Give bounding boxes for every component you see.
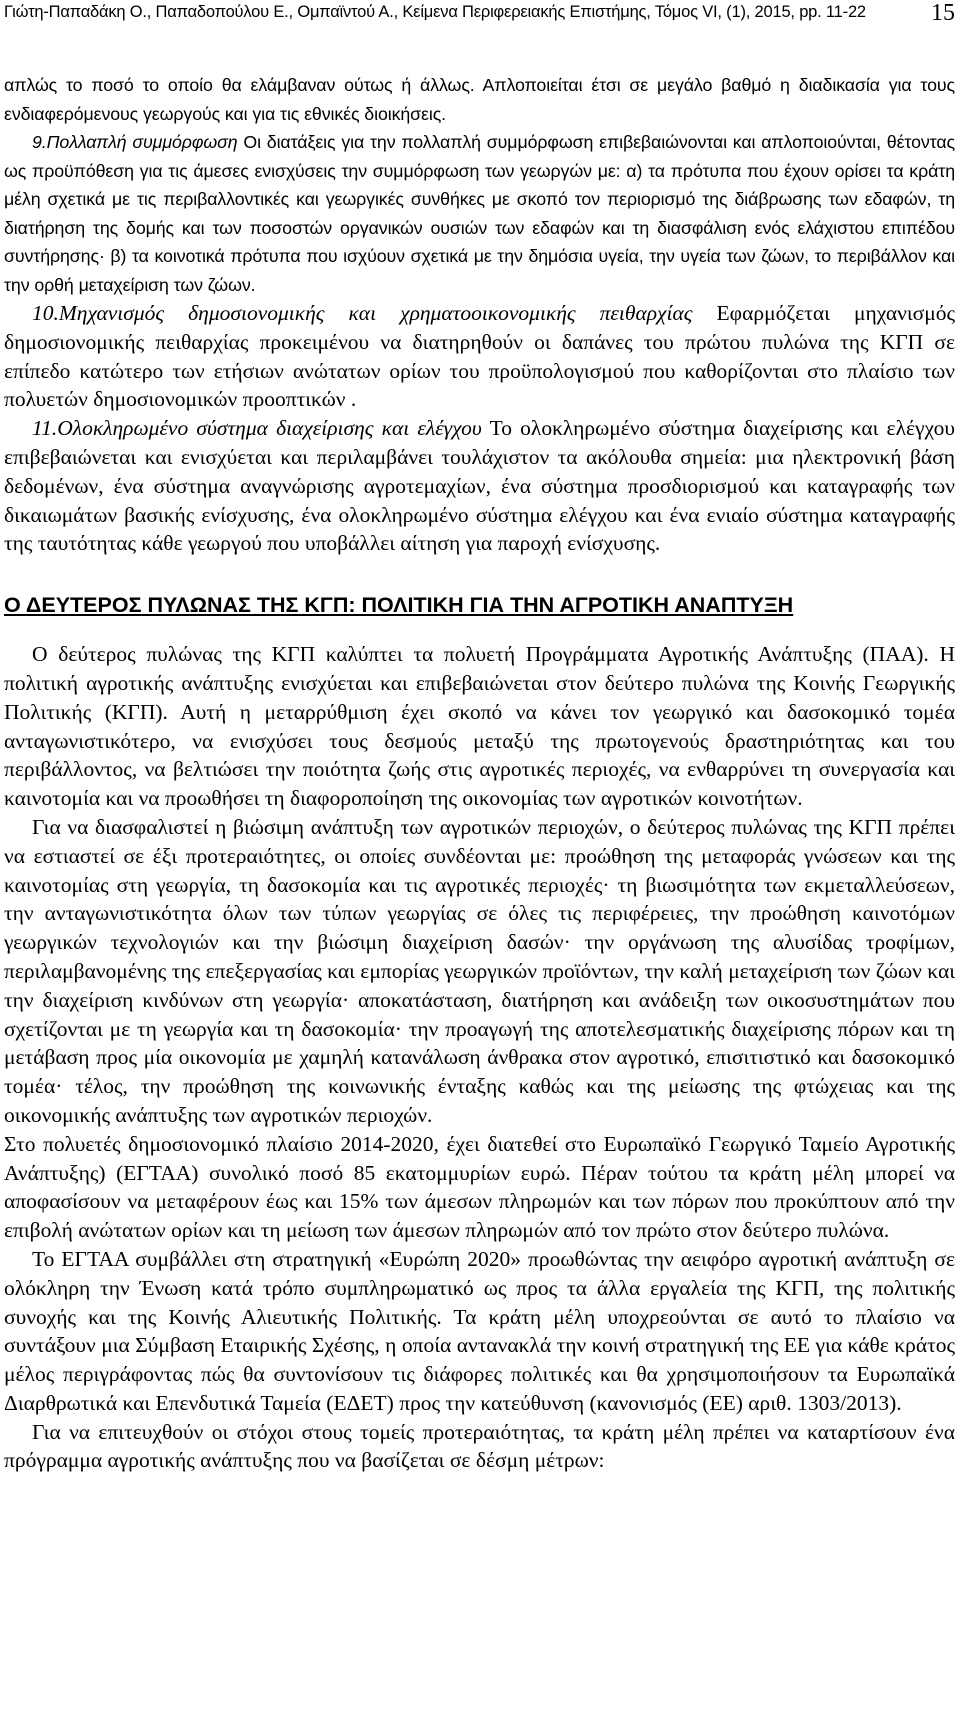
paragraph-eafrd-strategy: Το ΕΓΤΑΑ συμβάλλει στη στρατηγική «Ευρώπη 2020» προωθώντας την αειφόρο αγροτική ανάπτυξη σε ολόκληρη την Ένωση κατά τρόπο συμπληρωματικό ως προς τα άλλα εργαλεία της ΚΓΠ, της πολιτικής συνοχής και της Κοινής Αλιευτικής Πολιτικής. Τα κράτη μέλη υποχρεούνται σε αυτό το πλαίσιο να συντάξουν μια Σύμβαση Εταιρικής Σχέσης, η οποία αντανακλά την κοινή στρατηγική της ΕΕ για κάθε κράτος μέλος περιγράφοντας πώς θα συντονίσουν τις διάφορες πολιτικές και θα χρησιμοποιήσουν τα Ευρωπαϊκά Διαρθρωτικά και Επενδυτικά Ταμεία (ΕΔΕΤ) προς την κατεύθυνση (κανονισμός (ΕΕ) αριθ. 1303/2013). bbox=[4, 1246, 955, 1415]
paragraph-budget: Στο πολυετές δημοσιονομικό πλαίσιο 2014-2020, έχει διατεθεί στο Ευρωπαϊκό Γεωργικό Ταμείο Αγροτικής Ανάπτυξης) (ΕΓΤΑΑ) συνολικό ποσό 85 εκατομμυρίων ευρώ. Πέραν τούτου τα κράτη μέλη μπορεί να αποφασίσουν να μεταφέρουν έως και 15% των άμεσων πληρωμών και των πόρων που προκύπτουν από την επιβολή ανώτατων ορίων και τη μείωση των άμεσων πληρωμών από τον πρώτο στον δεύτερο πυλώνα. bbox=[4, 1131, 955, 1243]
paragraph-text: Εφαρμόζεται μηχανισμός δημοσιονομικής πειθαρχίας προκειμένου να διατηρηθούν οι δαπάνες του πρώτου πυλώνα της ΚΓΠ σε επίπεδο κατώτερο των ετήσιων ανώτατων ορίων του προϋπολογισμού που καθορίζονται στο πλαίσιο των πολυετών δημοσιονομικών προοπτικών . bbox=[4, 301, 955, 412]
paragraph-title: 10.Μηχανισμός δημοσιονομικής και χρηματοοικονομικής πειθαρχίας bbox=[32, 301, 693, 325]
paragraph-title: 9.Πολλαπλή συμμόρφωση bbox=[32, 132, 238, 152]
page-header bbox=[4, 1, 955, 29]
paragraph-financial-discipline bbox=[4, 299, 955, 414]
page-number: 15 bbox=[931, 0, 955, 26]
paragraph-measures: Για να επιτευχθούν οι στόχοι στους τομείς προτεραιότητας, τα κράτη μέλη πρέπει να καταρτίσουν ένα πρόγραμμα αγροτικής ανάπτυξης που να βασίζεται σε δέσμη μέτρων: bbox=[4, 1419, 955, 1473]
page-body bbox=[4, 71, 955, 1475]
paragraph-integrated-system bbox=[4, 414, 955, 558]
paragraph-six-priorities: Για να διασφαλιστεί η βιώσιμη ανάπτυξη των αγροτικών περιοχών, ο δεύτερος πυλώνας της ΚΓΠ πρέπει να εστιαστεί σε έξι προτεραιότητες, οι οποίες συνδέονται με: προώθηση της μεταφοράς γνώσεων και της καινοτομίας στη γεωργία, τη δασοκομία και τις αγροτικές περιοχές· τη βιωσιμότητα των εκμεταλλεύσεων, την ανταγωνιστικότητα όλων των τύπων γεωργίας σε όλες τις περιφέρειες, την προώθηση καινοτόμων γεωργικών τεχνολογιών και την βιώσιμη διαχείριση δασών· την οργάνωση της αλυσίδας τροφίμων, περιλαμβανομένης της επεξεργασίας και εμπορίας γεωργικών προϊόντων, την καλή μεταχείριση των ζώων και την διαχείριση κινδύνων στη γεωργία· αποκατάσταση, διατήρηση και ανάδειξη των οικοσυστημάτων που σχετίζονται με τη γεωργία και τη δασοκομία· την προαγωγή της αποτελεσματικής διαχείρισης πόρων και τη μετάβαση προς μία οικονομία με χαμηλή κατανάλωση άνθρακα στον αγροτικό, επισιτιστικό και δασοκομικό τομέα· τέλος, την προώθηση της κοινωνικής ένταξης καθώς και της μείωσης της φτώχειας και της οικονομικής ανάπτυξης των αγροτικών περιοχών. bbox=[4, 814, 955, 1127]
document-page bbox=[4, 0, 955, 1722]
paragraph-title: 11.Ολοκληρωμένο σύστημα διαχείρισης και ελέγχου bbox=[32, 416, 482, 441]
paragraph-multiple-compliance bbox=[4, 128, 955, 299]
running-head: Γιώτη-Παπαδάκη Ο., Παπαδοπούλου Ε., Ομπαϊντού Α., Κείμενα Περιφερειακής Επιστήμης, Τόμος VI, (1), 2015, pp. 11-22 bbox=[4, 3, 866, 21]
paragraph-text: Το ολοκληρωμένο σύστημα διαχείρισης και ελέγχου επιβεβαιώνεται και ενισχύεται και περιλαμβάνει τουλάχιστον τα ακόλουθα σημεία: μια ηλεκτρονική βάση δεδομένων, ένα σύστημα αναγνώρισης αγροτεμαχίων, ένα σύστημα προσδιορισμού και καταγραφής των δικαιωμάτων βασικής ενίσχυσης, ένα ολοκληρωμένο σύστημα ελέγχου και ένα ενιαίο σύστημα καταγραφής της ταυτότητας κάθε γεωργού που υποβάλλει αίτηση για παροχή ενίσχυσης. bbox=[4, 416, 956, 556]
paragraph-second-pillar: Ο δεύτερος πυλώνας της ΚΓΠ καλύπτει τα πολυετή Προγράμματα Αγροτικής Ανάπτυξης (ΠΑΑ). Η πολιτική αγροτικής ανάπτυξης ενισχύεται και επιβεβαιώνεται στον δεύτερο πυλώνα της Κοινής Γεωργικής Πολιτικής (ΚΓΠ). Αυτή η μεταρρύθμιση έχει σκοπό να κάνει τον γεωργικό και δασοκομικό τομέα ανταγωνιστικότερο, να ενισχύσει τους δεσμούς μεταξύ της πρωτογενούς δραστηριότητας και του περιβάλλοντος, να βελτιώσει την ποιότητα ζωής στις αγροτικές περιοχές, να ενθαρρύνει τη συνεργασία και καινοτομία και να προωθήσει τη διαφοροποίηση της οικονομίας των αγροτικών κοινοτήτων. bbox=[4, 642, 955, 811]
paragraph-continuation: απλώς το ποσό το οποίο θα ελάμβαναν ούτως ή άλλως. Απλοποιείται έτσι σε μεγάλο βαθμό η διαδικασία για τους ενδιαφερόμενους γεωργούς και για τις εθνικές διοικήσεις. bbox=[4, 75, 955, 124]
paragraph-text: Οι διατάξεις για την πολλαπλή συμμόρφωση επιβεβαιώνονται και απλοποιούνται, θέτοντας ως προϋπόθεση για τις άμεσες ενισχύσεις την συμμόρφωση των γεωργών με: α) τα πρότυπα που έχουν ορίσει τα κράτη μέλη σχετικά με τις περιβαλλοντικές και γεωργικές συνθήκες με σκοπό τον περιορισμό της διάβρωσης των εδαφών, τη διατήρηση της δομής και των ποσοστών οργανικών ουσιών των εδαφών και τη διασφάλιση ενός ελάχιστου επιπέδου συντήρησης· β) τα κοινοτικά πρότυπα που ισχύουν σχετικά με την δημόσια υγεία, την υγεία των ζώων, το περιβάλλον και την ορθή μεταχείριση των ζώων. bbox=[4, 132, 955, 295]
section-heading: Ο ΔΕΥΤΕΡΟΣ ΠΥΛΩΝΑΣ ΤΗΣ ΚΓΠ: ΠΟΛΙΤΙΚΗ ΓΙΑ ΤΗΝ ΑΓΡΟΤΙΚΗ ΑΝΑΠΤΥΞΗ bbox=[4, 593, 794, 618]
